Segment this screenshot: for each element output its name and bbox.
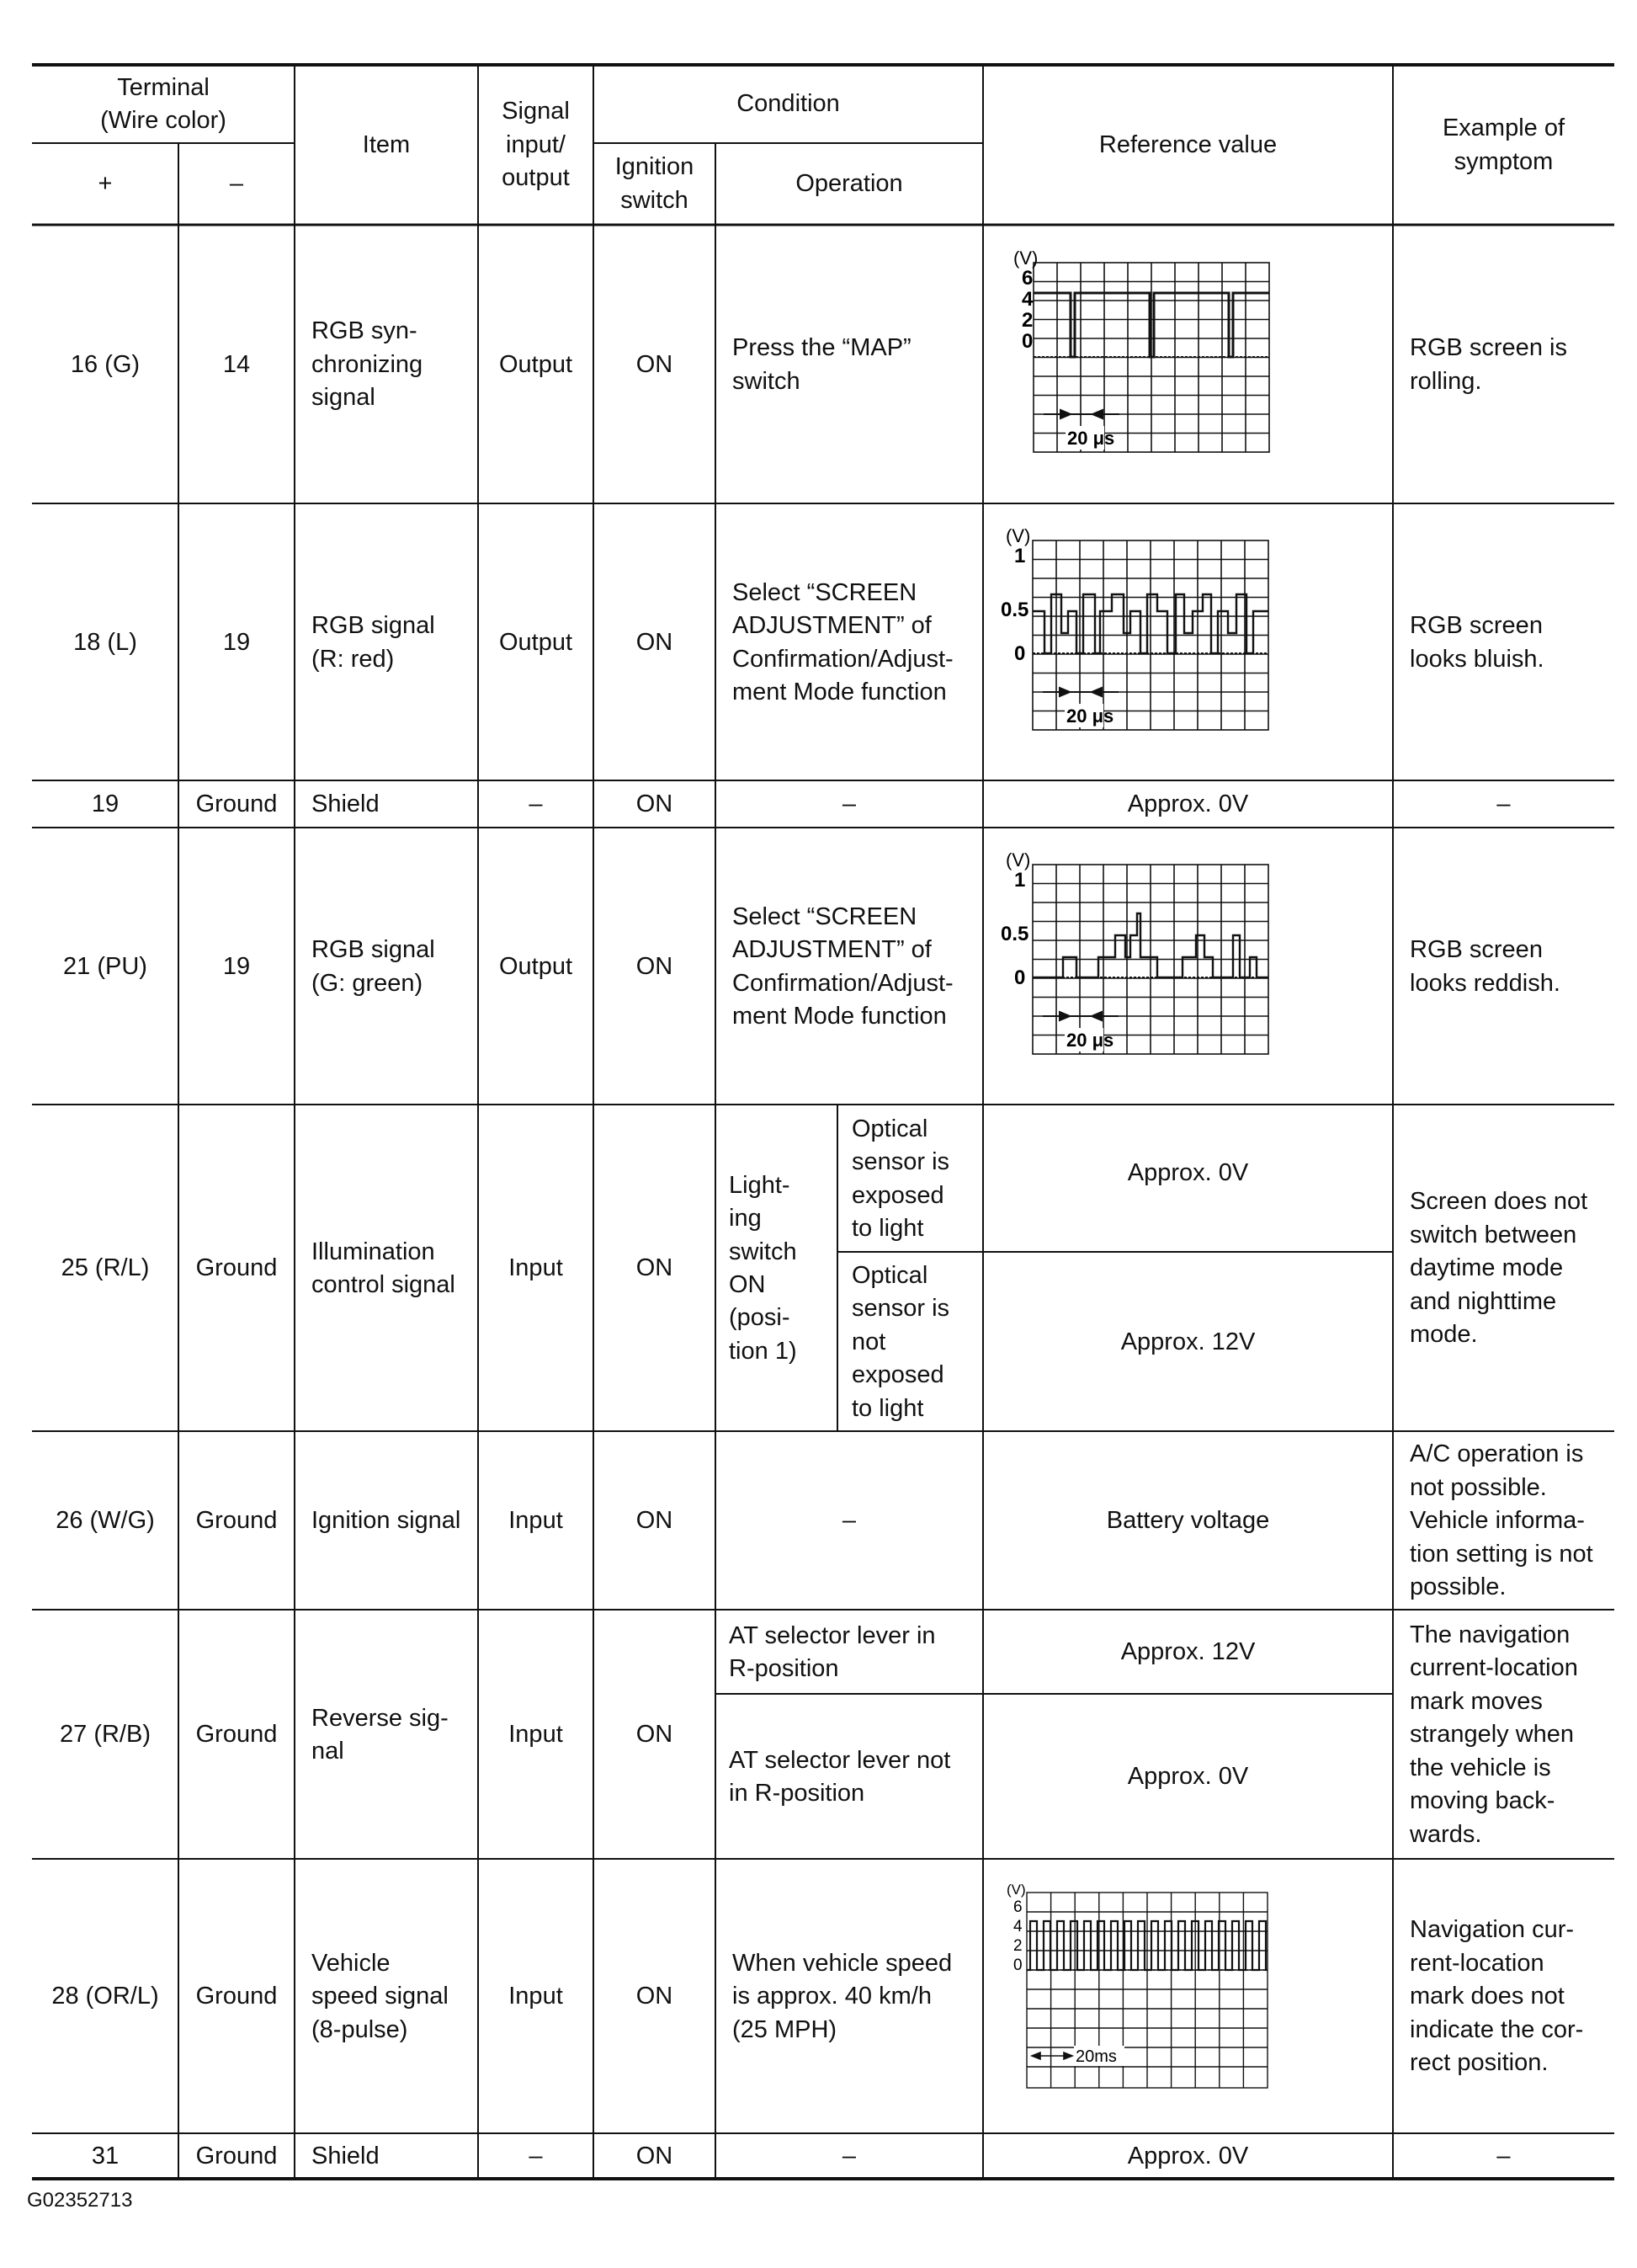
scope-2-unit: (V)	[1006, 525, 1031, 546]
row-7-minus: Ground	[195, 1983, 278, 2010]
header-example-symptom: Example of symptom	[1442, 114, 1565, 175]
row-7-operation: When vehicle speed is approx. 40 km/h (25 MPH)	[732, 1949, 953, 2043]
row-0-minus: 14	[222, 350, 251, 378]
row-0-symptom: RGB screen is rolling.	[1410, 334, 1567, 395]
row-8-plus: 31	[91, 2143, 120, 2170]
row-5-item: Ignition signal	[311, 1507, 461, 1535]
row-2-reference: Approx. 0V	[1127, 791, 1249, 818]
row-6-plus: 27 (R/B)	[60, 1721, 151, 1749]
row-5-reference: Battery voltage	[1106, 1507, 1270, 1535]
row-7-io: Input	[508, 1983, 563, 2010]
row-3-io: Output	[498, 952, 573, 980]
row-8-operation: –	[842, 2143, 857, 2170]
scope-2-tick-1: 1	[1014, 545, 1026, 567]
scope-3-unit: (V)	[1006, 849, 1031, 870]
row-0-item: RGB syn- chronizing signal	[311, 317, 423, 412]
row-4-reference-1: Approx. 0V	[1127, 1159, 1249, 1187]
row-3-plus: 21 (PU)	[63, 952, 147, 980]
scope-4-tick-6: 6	[1013, 1898, 1023, 1916]
row-2-plus: 19	[91, 791, 120, 818]
row-6-operation-1: AT selector lever in R-position	[729, 1621, 936, 1682]
row-5-io: Input	[508, 1507, 563, 1535]
row-2-symptom: –	[1496, 791, 1511, 818]
row-6-minus: Ground	[195, 1721, 278, 1749]
scope-1-tick-4: 4	[1022, 288, 1034, 311]
row-8-minus: Ground	[195, 2143, 278, 2170]
scope-1-time-label: 20 μs	[1067, 428, 1115, 449]
row-8-symptom: –	[1496, 2143, 1511, 2170]
row-2-io: –	[529, 791, 543, 818]
row-6-symptom: The navigation current-location mark moves strangely when the vehicle is moving back- wards.	[1410, 1621, 1578, 1848]
row-4-minus: Ground	[195, 1254, 278, 1282]
row-7-ignition: ON	[635, 1983, 673, 2010]
scope-4-time-label: 20ms	[1076, 2047, 1117, 2066]
row-0-plus: 16 (G)	[70, 350, 141, 378]
row-6-reference-2: Approx. 0V	[1127, 1763, 1249, 1791]
row-4-io: Input	[508, 1254, 563, 1282]
row-7-symptom: Navigation cur- rent-location mark does not indicate the cor- rect position.	[1410, 1916, 1584, 2077]
header-reference-value: Reference value	[1098, 130, 1278, 158]
row-3-ignition: ON	[635, 952, 673, 980]
row-2-item: Shield	[311, 791, 380, 818]
row-0-ignition: ON	[635, 350, 673, 378]
row-1-operation: Select “SCREEN ADJUSTMENT” of Confirmation/Adjust- ment Mode function	[732, 578, 954, 705]
figure-id: G02352713	[27, 2189, 133, 2212]
oscilloscope-waveform-green	[989, 846, 1279, 1058]
scope-4-unit: (V)	[1007, 1882, 1026, 1898]
row-4-sub-condition-2: Optical sensor is not exposed to light	[852, 1261, 950, 1422]
oscilloscope-waveform-vehicle-speed	[993, 1876, 1279, 2093]
row-8-reference: Approx. 0V	[1127, 2143, 1249, 2170]
scope-2-tick-0: 0	[1014, 642, 1026, 665]
row-2-operation: –	[842, 791, 857, 818]
row-1-item: RGB signal (R: red)	[311, 612, 435, 673]
row-0-io: Output	[498, 350, 573, 378]
header-minus: –	[229, 169, 244, 197]
row-6-ignition: ON	[635, 1721, 673, 1749]
row-8-ignition: ON	[635, 2143, 673, 2170]
header-condition: Condition	[736, 90, 840, 118]
header-item: Item	[362, 130, 411, 158]
row-6-operation-2: AT selector lever not in R-position	[729, 1746, 951, 1807]
row-3-operation: Select “SCREEN ADJUSTMENT” of Confirmation/Adjust- ment Mode function	[732, 902, 954, 1030]
row-1-symptom: RGB screen looks bluish.	[1410, 612, 1544, 673]
scope-1-tick-2: 2	[1022, 309, 1034, 332]
row-4-sub-condition-1: Optical sensor is exposed to light	[852, 1115, 950, 1242]
row-3-item: RGB signal (G: green)	[311, 936, 435, 997]
row-4-symptom: Screen does not switch between daytime mode and nighttime mode.	[1410, 1188, 1588, 1349]
row-6-item: Reverse sig- nal	[311, 1704, 449, 1765]
row-3-minus: 19	[222, 952, 251, 980]
scope-3-tick-1: 1	[1014, 869, 1026, 892]
row-7-item: Vehicle speed signal (8-pulse)	[311, 1949, 449, 2043]
row-6-io: Input	[508, 1721, 563, 1749]
row-5-ignition: ON	[635, 1507, 673, 1535]
scope-2-time-label: 20 μs	[1066, 705, 1114, 727]
row-1-io: Output	[498, 628, 573, 656]
row-5-operation: –	[842, 1507, 857, 1535]
row-1-ignition: ON	[635, 628, 673, 656]
row-2-ignition: ON	[635, 791, 673, 818]
header-operation: Operation	[795, 169, 903, 197]
header-terminal: Terminal (Wire color)	[100, 73, 226, 134]
header-signal-io: Signal input/ output	[502, 98, 570, 192]
row-0-operation: Press the “MAP” switch	[732, 334, 912, 395]
row-8-item: Shield	[311, 2143, 380, 2170]
scope-4-tick-4: 4	[1013, 1918, 1023, 1935]
oscilloscope-waveform-sync	[993, 246, 1279, 456]
row-5-symptom: A/C operation is not possible. Vehicle informa- tion setting is not possible.	[1410, 1440, 1593, 1601]
header-ignition-switch: Ignition switch	[614, 153, 694, 214]
scope-3-tick-0: 0	[1014, 966, 1026, 989]
row-4-plus: 25 (R/L)	[61, 1254, 150, 1282]
row-7-plus: 28 (OR/L)	[51, 1983, 159, 2010]
row-5-plus: 26 (W/G)	[56, 1507, 155, 1535]
scope-1-tick-6: 6	[1022, 267, 1034, 290]
scope-3-time-label: 20 μs	[1066, 1030, 1114, 1051]
scope-4-tick-0: 0	[1013, 1957, 1023, 1974]
row-4-item: Illumination control signal	[311, 1238, 455, 1298]
row-8-io: –	[529, 2143, 543, 2170]
row-4-reference-2: Approx. 12V	[1120, 1328, 1256, 1355]
scope-3-tick-0-5: 0.5	[1001, 923, 1029, 945]
header-plus: +	[98, 169, 113, 197]
row-5-minus: Ground	[195, 1507, 278, 1535]
scope-4-tick-2: 2	[1013, 1937, 1023, 1955]
row-2-minus: Ground	[195, 791, 278, 818]
row-6-reference-1: Approx. 12V	[1120, 1638, 1256, 1666]
row-3-symptom: RGB screen looks reddish.	[1410, 936, 1560, 997]
row-1-plus: 18 (L)	[73, 628, 137, 656]
row-1-minus: 19	[222, 628, 251, 656]
row-4-operation: Light- ing switch ON (posi- tion 1)	[729, 1171, 797, 1365]
scope-1-tick-0: 0	[1022, 330, 1034, 353]
scope-1-unit: (V)	[1013, 248, 1039, 269]
oscilloscope-waveform-red	[989, 522, 1279, 734]
row-4-ignition: ON	[635, 1254, 673, 1282]
scope-2-tick-0-5: 0.5	[1001, 599, 1029, 621]
